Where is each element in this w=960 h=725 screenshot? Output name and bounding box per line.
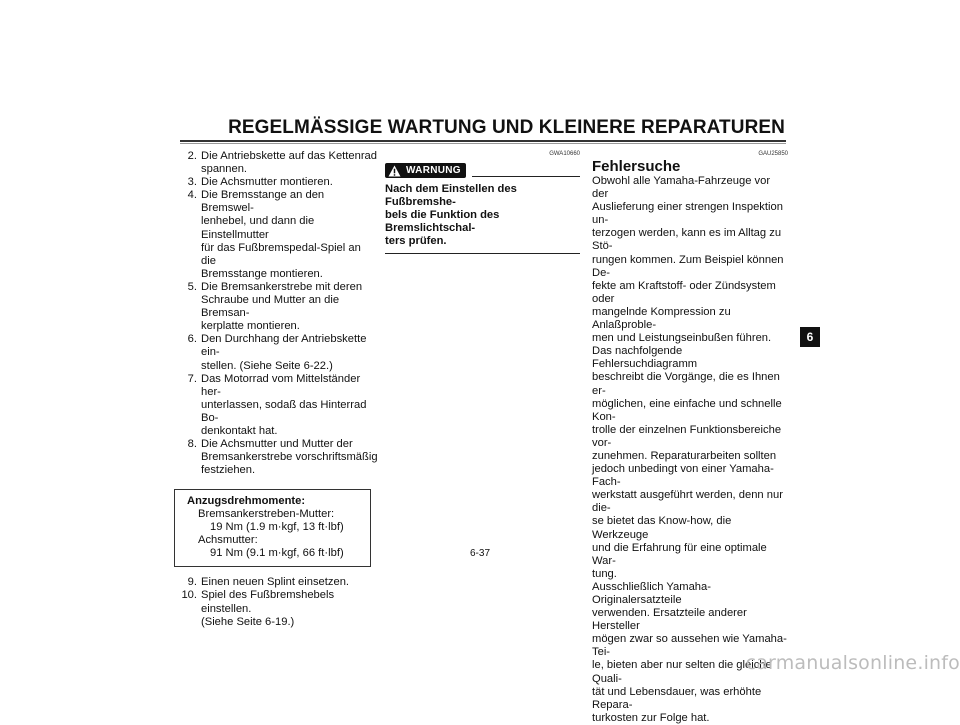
step-text-line: Schraube und Mutter an die Bremsan- [201, 294, 340, 320]
paragraph-line: se bietet das Know-how, die Werkzeuge [592, 515, 732, 541]
paragraph-line: beschreibt die Vorgänge, die es Ihnen er- [592, 371, 780, 397]
warning-triangle-icon [388, 165, 401, 177]
step-text-line: unterlassen, sodaß das Hinterrad Bo- [201, 398, 367, 424]
torque-title: Anzugsdrehmomente: [187, 495, 306, 508]
paragraph-line: fekte am Kraftstoff- oder Zündsystem oder [592, 279, 776, 305]
warning-badge [385, 163, 466, 178]
step-text-line: Die Achsmutter montieren. [201, 176, 333, 189]
step-text-line: Die Bremsankerstrebe mit deren [201, 280, 363, 293]
step-text-line: festziehen. [201, 464, 256, 477]
step-list [178, 150, 378, 477]
page-number: 6-37 [469, 548, 490, 559]
title-rule [180, 140, 786, 142]
step-number: 9. [187, 576, 197, 589]
step-text-line: Einen neuen Splint einsetzen. [201, 576, 350, 589]
list-item [178, 576, 378, 589]
title-rule-thin [180, 143, 786, 144]
paragraph-line: und die Erfahrung für eine optimale War- [592, 541, 767, 567]
paragraph-line: le, bieten aber nur selten die gleiche Quali- [592, 659, 772, 685]
warning-reference-code: GWA10660 [549, 151, 580, 157]
paragraph-line: jedoch unbedingt von einer Yamaha-Fach- [592, 463, 774, 489]
paragraph-line: werkstatt ausgeführt werden, denn nur die- [592, 489, 783, 515]
step-number: 10. [181, 589, 197, 602]
watermark: carmanualsonline.info [745, 652, 960, 674]
torque-label-axle-nut: Achsmutter: [198, 534, 258, 547]
step-text-line: lenhebel, und dann die Einstellmutter [201, 215, 315, 241]
torque-value-brake-strut-nut: 19 Nm (1.9 m·kgf, 13 ft·lbf) [210, 521, 344, 534]
paragraph-line: rungen kommen. Zum Beispiel können De- [592, 253, 784, 279]
chapter-tab: 6 [800, 327, 820, 347]
list-item [178, 438, 378, 477]
list-item [178, 150, 378, 176]
warning-bottom-rule [385, 253, 580, 254]
step-text-line: Bremsstange montieren. [201, 267, 323, 280]
warning-text-line: ters prüfen. [385, 235, 447, 247]
paragraph-line: men und Leistungseinbußen führen. [592, 332, 772, 345]
paragraph-line: mangelnde Kompression zu Anlaßproble- [592, 305, 731, 332]
step-text-line: spannen. [201, 163, 248, 176]
warning-header [385, 160, 580, 178]
torque-specification-box [174, 489, 371, 567]
troubleshooting-paragraph [592, 175, 788, 725]
paragraph-line: Ausschließlich Yamaha-Originalersatzteile [592, 580, 711, 606]
step-text-line: stellen. (Siehe Seite 6-22.) [201, 359, 333, 372]
list-item [178, 333, 378, 372]
paragraph-line: Obwohl alle Yamaha-Fahrzeuge vor der [592, 175, 771, 201]
warning-label: WARNUNG [406, 164, 461, 176]
step-number: 7. [187, 372, 197, 385]
left-column [178, 150, 378, 629]
step-text-line: Spiel des Fußbremshebels einstellen. [201, 589, 335, 615]
right-column [592, 150, 788, 725]
warning-rule [472, 176, 580, 177]
step-text-line: Die Bremsstange an den Bremswel- [201, 189, 325, 215]
list-item [178, 176, 378, 189]
step-number: 5. [187, 280, 197, 293]
list-item [178, 189, 378, 281]
warning-text-line: Nach dem Einstellen des Fußbremshe- [385, 183, 517, 208]
step-text-line: denkontakt hat. [201, 424, 278, 437]
page-title: REGELMÄSSIGE WARTUNG UND KLEINERE REPARATUREN [228, 117, 785, 138]
torque-value-axle-nut: 91 Nm (9.1 m·kgf, 66 ft·lbf) [210, 547, 344, 560]
step-text-line: Die Antriebskette auf das Kettenrad [201, 150, 378, 162]
list-item [178, 373, 378, 438]
paragraph-line: mögen zwar so aussehen wie Yamaha-Tei- [592, 633, 787, 659]
section-reference-code: GAU25850 [758, 151, 788, 157]
step-text-line: Bremsankerstrebe vorschriftsmäßig [201, 451, 378, 464]
paragraph-line: möglichen, eine einfache und schnelle Kon- [592, 397, 782, 423]
step-text-line: kerplatte montieren. [201, 320, 300, 333]
list-item [178, 281, 378, 333]
warning-text [385, 183, 580, 248]
step-text-line: (Siehe Seite 6-19.) [201, 615, 295, 628]
paragraph-line: turkosten zur Folge hat. [592, 711, 710, 724]
paragraph-line: tät und Lebensdauer, was erhöhte Repara- [592, 685, 762, 711]
step-text-line: Das Motorrad vom Mittelständer her- [201, 372, 361, 398]
step-list-continued [178, 576, 378, 628]
step-text-line: Die Achsmutter und Mutter der [201, 438, 353, 451]
paragraph-line: Das nachfolgende Fehlersuchdiagramm [592, 345, 698, 371]
middle-column [385, 150, 580, 254]
warning-text-line: bels die Funktion des Bremslichtschal- [385, 209, 500, 234]
paragraph-line: tung. [592, 567, 617, 580]
paragraph-line: Auslieferung einer strengen Inspektion un- [592, 201, 783, 227]
step-text-line: für das Fußbremspedal-Spiel an die [201, 241, 361, 267]
step-number: 4. [187, 189, 197, 202]
paragraph-line: terzogen werden, kann es im Alltag zu Stö- [592, 227, 782, 253]
step-number: 2. [187, 150, 197, 162]
paragraph-line: verwenden. Ersatzteile anderer Hersteller [592, 607, 747, 633]
step-number: 8. [187, 438, 197, 451]
step-number: 3. [187, 176, 197, 189]
paragraph-line: trolle der einzelnen Funktionsbereiche vor- [592, 423, 782, 449]
section-heading: Fehlersuche [592, 158, 681, 175]
torque-label-brake-strut-nut: Bremsankerstreben-Mutter: [198, 508, 335, 521]
paragraph-line: zunehmen. Reparaturarbeiten sollten [592, 449, 777, 462]
step-text-line: Den Durchhang der Antriebskette ein- [201, 333, 367, 359]
step-number: 6. [187, 333, 197, 346]
list-item [178, 589, 378, 628]
